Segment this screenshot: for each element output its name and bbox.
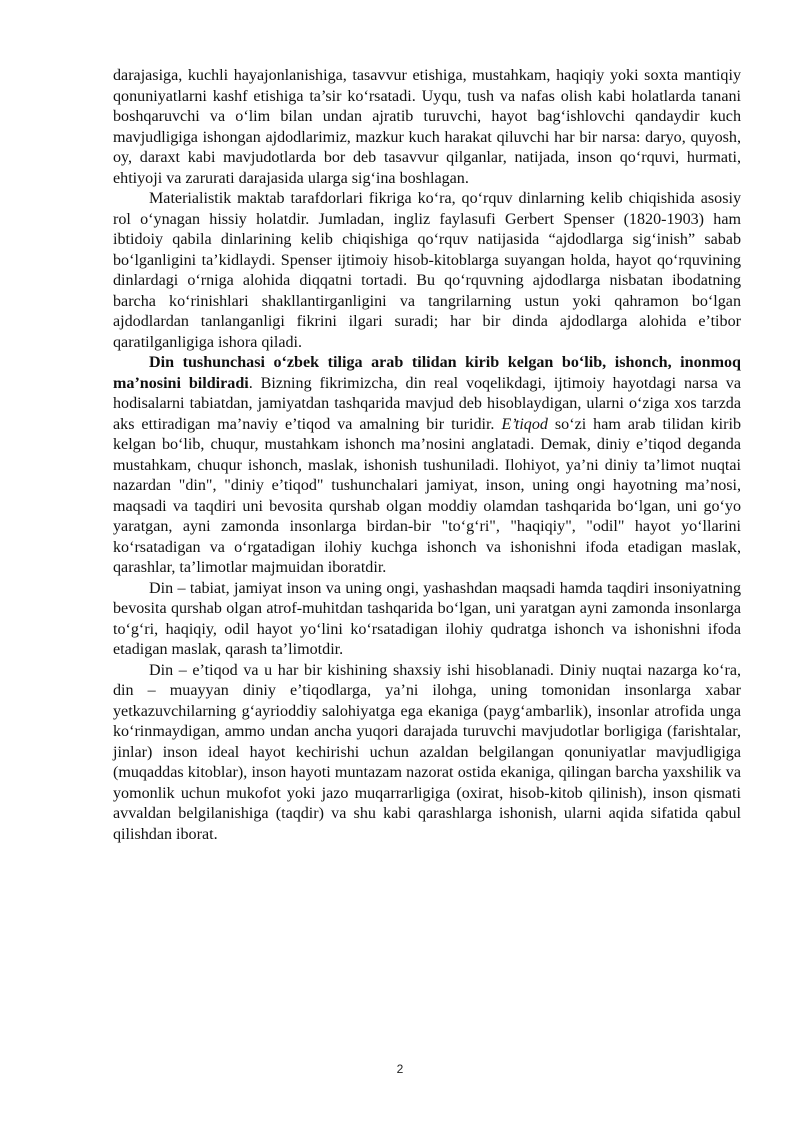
paragraph-2: Materialistik maktab tarafdorlari fikriga ko‘ra, qo‘rquv dinlarning kelib chiqishida asosiy rol o‘ynagan hissiy holatdir. Jumladan, ingliz faylasufi Gerbert Spenser (1820-1903) ham ibtidoiy qabila dinlarining kelib chiqishiga qo‘rquv natijasida “ajdodlarga sig‘inish” sabab bo‘lganligini ta’kidlaydi. Spenser ijtimoiy hisob-kitoblarga suyangan holda, hayot qo‘rquvining dinlardagi o‘rniga alohida diqqatni tortadi. Bu qo‘rquvning ajdodlarga nisbatan ibodatning barcha ko‘rinishlari shakllantirganligini va tangrilarning ustun yoki qahramon bo‘lgan ajdodlardan tanlanganligi fikrini ilgari suradi; har bir dinda ajdodlarga alohida e’tibor qaratilganligiga ishora qiladi.	[113, 190, 741, 351]
paragraph-1: darajasiga, kuchli hayajonlanishiga, tasavvur etishiga, mustahkam, haqiqiy yoki soxta mantiqiy qonuniyatlarni kashf etishiga ta’sir ko‘rsatadi. Uyqu, tush va nafas olish kabi holatlarda tanani boshqaruvchi va o‘lim bilan undan ajratib turuvchi, hayot bag‘ishlovchi qandaydir kuch mavjudligiga ishongan ajdodlarimiz, mazkur kuch harakat qiluvchi har bir narsa: daryo, quyosh, oy, daraxt kabi mavjudotlarda bor deb tasavvur qilganlar, natijada, inson qo‘rquvi, hurmati, ehtiyoji va zarurati darajasida ularga sig‘ina boshlagan.	[113, 67, 741, 187]
document-page	[113, 66, 741, 845]
paragraph-5: Din – e’tiqod va u har bir kishining shaxsiy ishi hisoblanadi. Diniy nuqtai nazarga ko‘ra, din – muayyan diniy e’tiqodlarga, ya’ni ilohga, uning tomonidan insonlarga xabar yetkazuvchilarning g‘ayrioddiy salohiyatga ega ekaniga (payg‘ambarlik), insonlar atrofida unga ko‘rinmaydigan, ammo undan ancha yuqori darajada turuvchi mavjudotlar borligiga (farishtalar, jinlar) inson ideal hayot kechirishi uchun azaldan belgilangan qonuniyatlar mavjudligiga (muqaddas kitoblar), inson hayoti muntazam nazorat ostida ekaniga, qilingan barcha yaxshilik va yomonlik uchun mukofot yoki jazo muqarrarligiga (oxirat, hisob-kitob qilinish), inson qismati avvaldan belgilanishiga (taqdir) va shu kabi qarashlarga ishonish, ularni aqida sifatida qabul qilishdan iborat.	[113, 661, 741, 843]
paragraph-3-italic-term: E’tiqod	[501, 415, 548, 433]
paragraph-3-bold-lead: Din tushunchasi o‘zbek tiliga arab tilidan kirib kelgan bo‘lib, ishonch, inonmoq ma’nosini bildiradi	[113, 354, 741, 392]
page-number: 2	[396, 1062, 404, 1076]
paragraph-3-text-2: so‘zi ham arab tilidan kirib kelgan bo‘lib, chuqur, mustahkam ishonch ma’nosini anglatadi. Demak, diniy e’tiqod deganda mustahkam, chuqur ishonch, maslak, ishonish tushuniladi. Ilohiyot, ya’ni diniy ta’limot nuqtai nazardan "din", "diniy e’tiqod" tushunchalari jamiyat, inson, uning ongi hayotning ma’nosi, maqsadi va taqdiri uni bevosita qurshab olgan moddiy olamdan tashqarida bo‘lgan, uni go‘yo yaratgan, ayni zamonda insonlarga birdan-bir "to‘g‘ri", "haqiqiy", "odil" hayot yo‘llarini ko‘rsatadigan va o‘rgatadigan ilohiy kuchga ishonch va ishonishni ifoda etadigan maslak, qarashlar, ta’limotlar majmuidan iboratdir.	[113, 415, 741, 576]
paragraph-4: Din – tabiat, jamiyat inson va uning ongi, yashashdan maqsadi hamda taqdiri insoniyatning bevosita qurshab olgan atrof-muhitdan tashqarida bo‘lgan, uni yaratgan ayni zamonda insonlarga to‘g‘ri, haqiqiy, odil hayot yo‘lini ko‘rsatadigan ilohiy qudratga ishonch va ishonishni ifoda etadigan maslak, qarash ta’limotdir.	[113, 579, 741, 658]
paragraph-3-text-1: . Bizning fikrimizcha, din real voqelikdagi, ijtimoiy hayotdagi narsa va hodisalarni tabiatdan, jamiyatdan tashqarida mavjud deb hisoblaydigan, ularni o‘ziga xos tarzda aks ettiradigan ma’naviy e’tiqod va amalning bir turidir.	[113, 374, 741, 433]
paragraph-3	[113, 353, 741, 579]
